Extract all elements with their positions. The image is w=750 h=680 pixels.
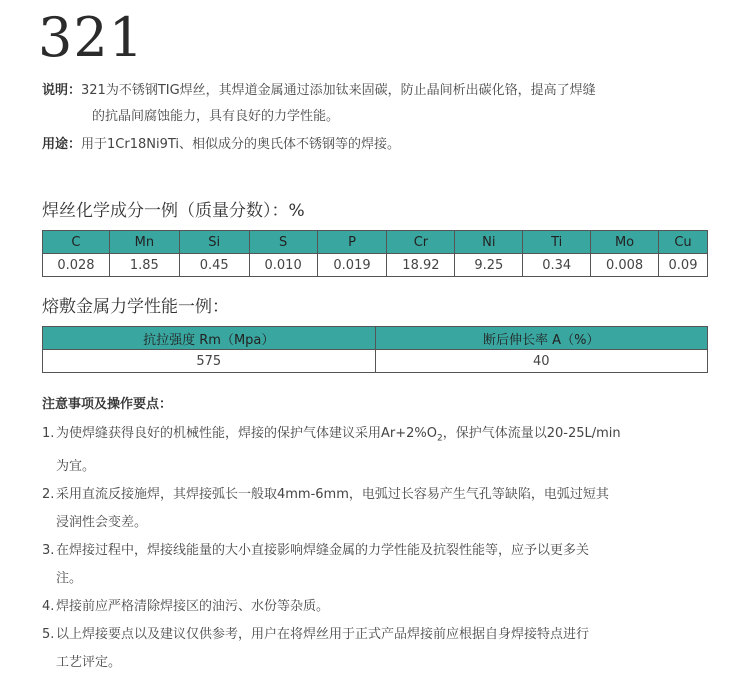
chem-value-cell: 0.008 <box>591 254 659 277</box>
chem-header-cell: Ni <box>455 231 523 254</box>
chem-value-row <box>43 254 708 277</box>
chem-value-cell: 0.45 <box>179 254 249 277</box>
mech-header-cell: 断后伸长率 A（%） <box>375 327 708 350</box>
chem-header-cell: Si <box>179 231 249 254</box>
chem-value-cell: 0.028 <box>43 254 110 277</box>
product-title: 321 <box>38 6 145 69</box>
chem-table <box>42 230 708 277</box>
note-number: 3. <box>42 542 55 558</box>
notes-list <box>42 420 732 677</box>
note-text: 注。 <box>56 570 83 586</box>
note-item <box>42 593 732 621</box>
usage-block <box>42 132 722 158</box>
note-text: ，保护气体流量以20-25L/min <box>442 426 621 441</box>
chem-header-row <box>43 231 708 254</box>
mech-header-row <box>43 327 708 350</box>
mech-table <box>42 326 708 373</box>
note-text: 焊接前应严格清除焊接区的油污、水份等杂质。 <box>56 598 330 614</box>
mech-value-row <box>43 350 708 373</box>
note-number: 1. <box>42 426 55 441</box>
mech-heading: 熔敷金属力学性能一例： <box>42 297 229 317</box>
chem-value-cell: 0.019 <box>317 254 387 277</box>
chem-header-cell: Mn <box>109 231 179 254</box>
note-text: 采用直流反接施焊，其焊接弧长一般取4mm-6mm，电弧过长容易产生气孔等缺陷，电弧过短其 <box>56 486 609 502</box>
note-text: 以上焊接要点以及建议仅供参考，用户在将焊丝用于正式产品焊接前应根据自身焊接特点进行 <box>56 626 590 642</box>
usage-label: 用途： <box>42 137 82 152</box>
mech-value-cell: 575 <box>43 350 376 373</box>
description-label: 说明： <box>42 83 82 98</box>
notes-title: 注意事项及操作要点： <box>42 397 173 412</box>
chem-heading: 焊丝化学成分一例（质量分数）：% <box>42 201 305 221</box>
note-text: 浸润性会变差。 <box>56 514 148 530</box>
note-number: 2. <box>42 486 55 502</box>
description-block <box>42 78 722 130</box>
chem-header-cell: Ti <box>523 231 591 254</box>
chem-value-cell: 0.09 <box>659 254 708 277</box>
chem-value-cell: 0.010 <box>249 254 317 277</box>
description-line-1: 321为不锈钢TIG焊丝，其焊道金属通过添加钛来固碳，防止晶间析出碳化铬，提高了焊缝 <box>81 83 596 98</box>
note-subscript: 2 <box>437 433 443 444</box>
chem-header-cell: C <box>43 231 110 254</box>
description-line-2: 的抗晶间腐蚀能力，具有良好的力学性能。 <box>92 109 340 124</box>
note-item <box>42 621 732 677</box>
note-number: 5. <box>42 626 55 642</box>
note-text: 工艺评定。 <box>56 654 122 670</box>
note-text: 在焊接过程中，焊接线能量的大小直接影响焊缝金属的力学性能及抗裂性能等，应予以更多关 <box>56 542 590 558</box>
chem-header-cell: Cr <box>387 231 455 254</box>
chem-value-cell: 1.85 <box>109 254 179 277</box>
chem-value-cell: 9.25 <box>455 254 523 277</box>
chem-header-cell: P <box>317 231 387 254</box>
usage-text: 用于1Cr18Ni9Ti、相似成分的奥氏体不锈钢等的焊接。 <box>81 137 401 152</box>
note-text: 为使焊缝获得良好的机械性能，焊接的保护气体建议采用Ar+2%O <box>56 426 437 441</box>
mech-header-cell: 抗拉强度 Rm（Mpa） <box>43 327 376 350</box>
note-item <box>42 537 732 593</box>
note-text: 为宜。 <box>56 458 96 474</box>
chem-value-cell: 0.34 <box>523 254 591 277</box>
chem-header-cell: Mo <box>591 231 659 254</box>
note-item <box>42 420 732 481</box>
chem-header-cell: Cu <box>659 231 708 254</box>
chem-value-cell: 18.92 <box>387 254 455 277</box>
note-number: 4. <box>42 598 55 614</box>
note-item <box>42 481 732 537</box>
mech-value-cell: 40 <box>375 350 708 373</box>
chem-header-cell: S <box>249 231 317 254</box>
